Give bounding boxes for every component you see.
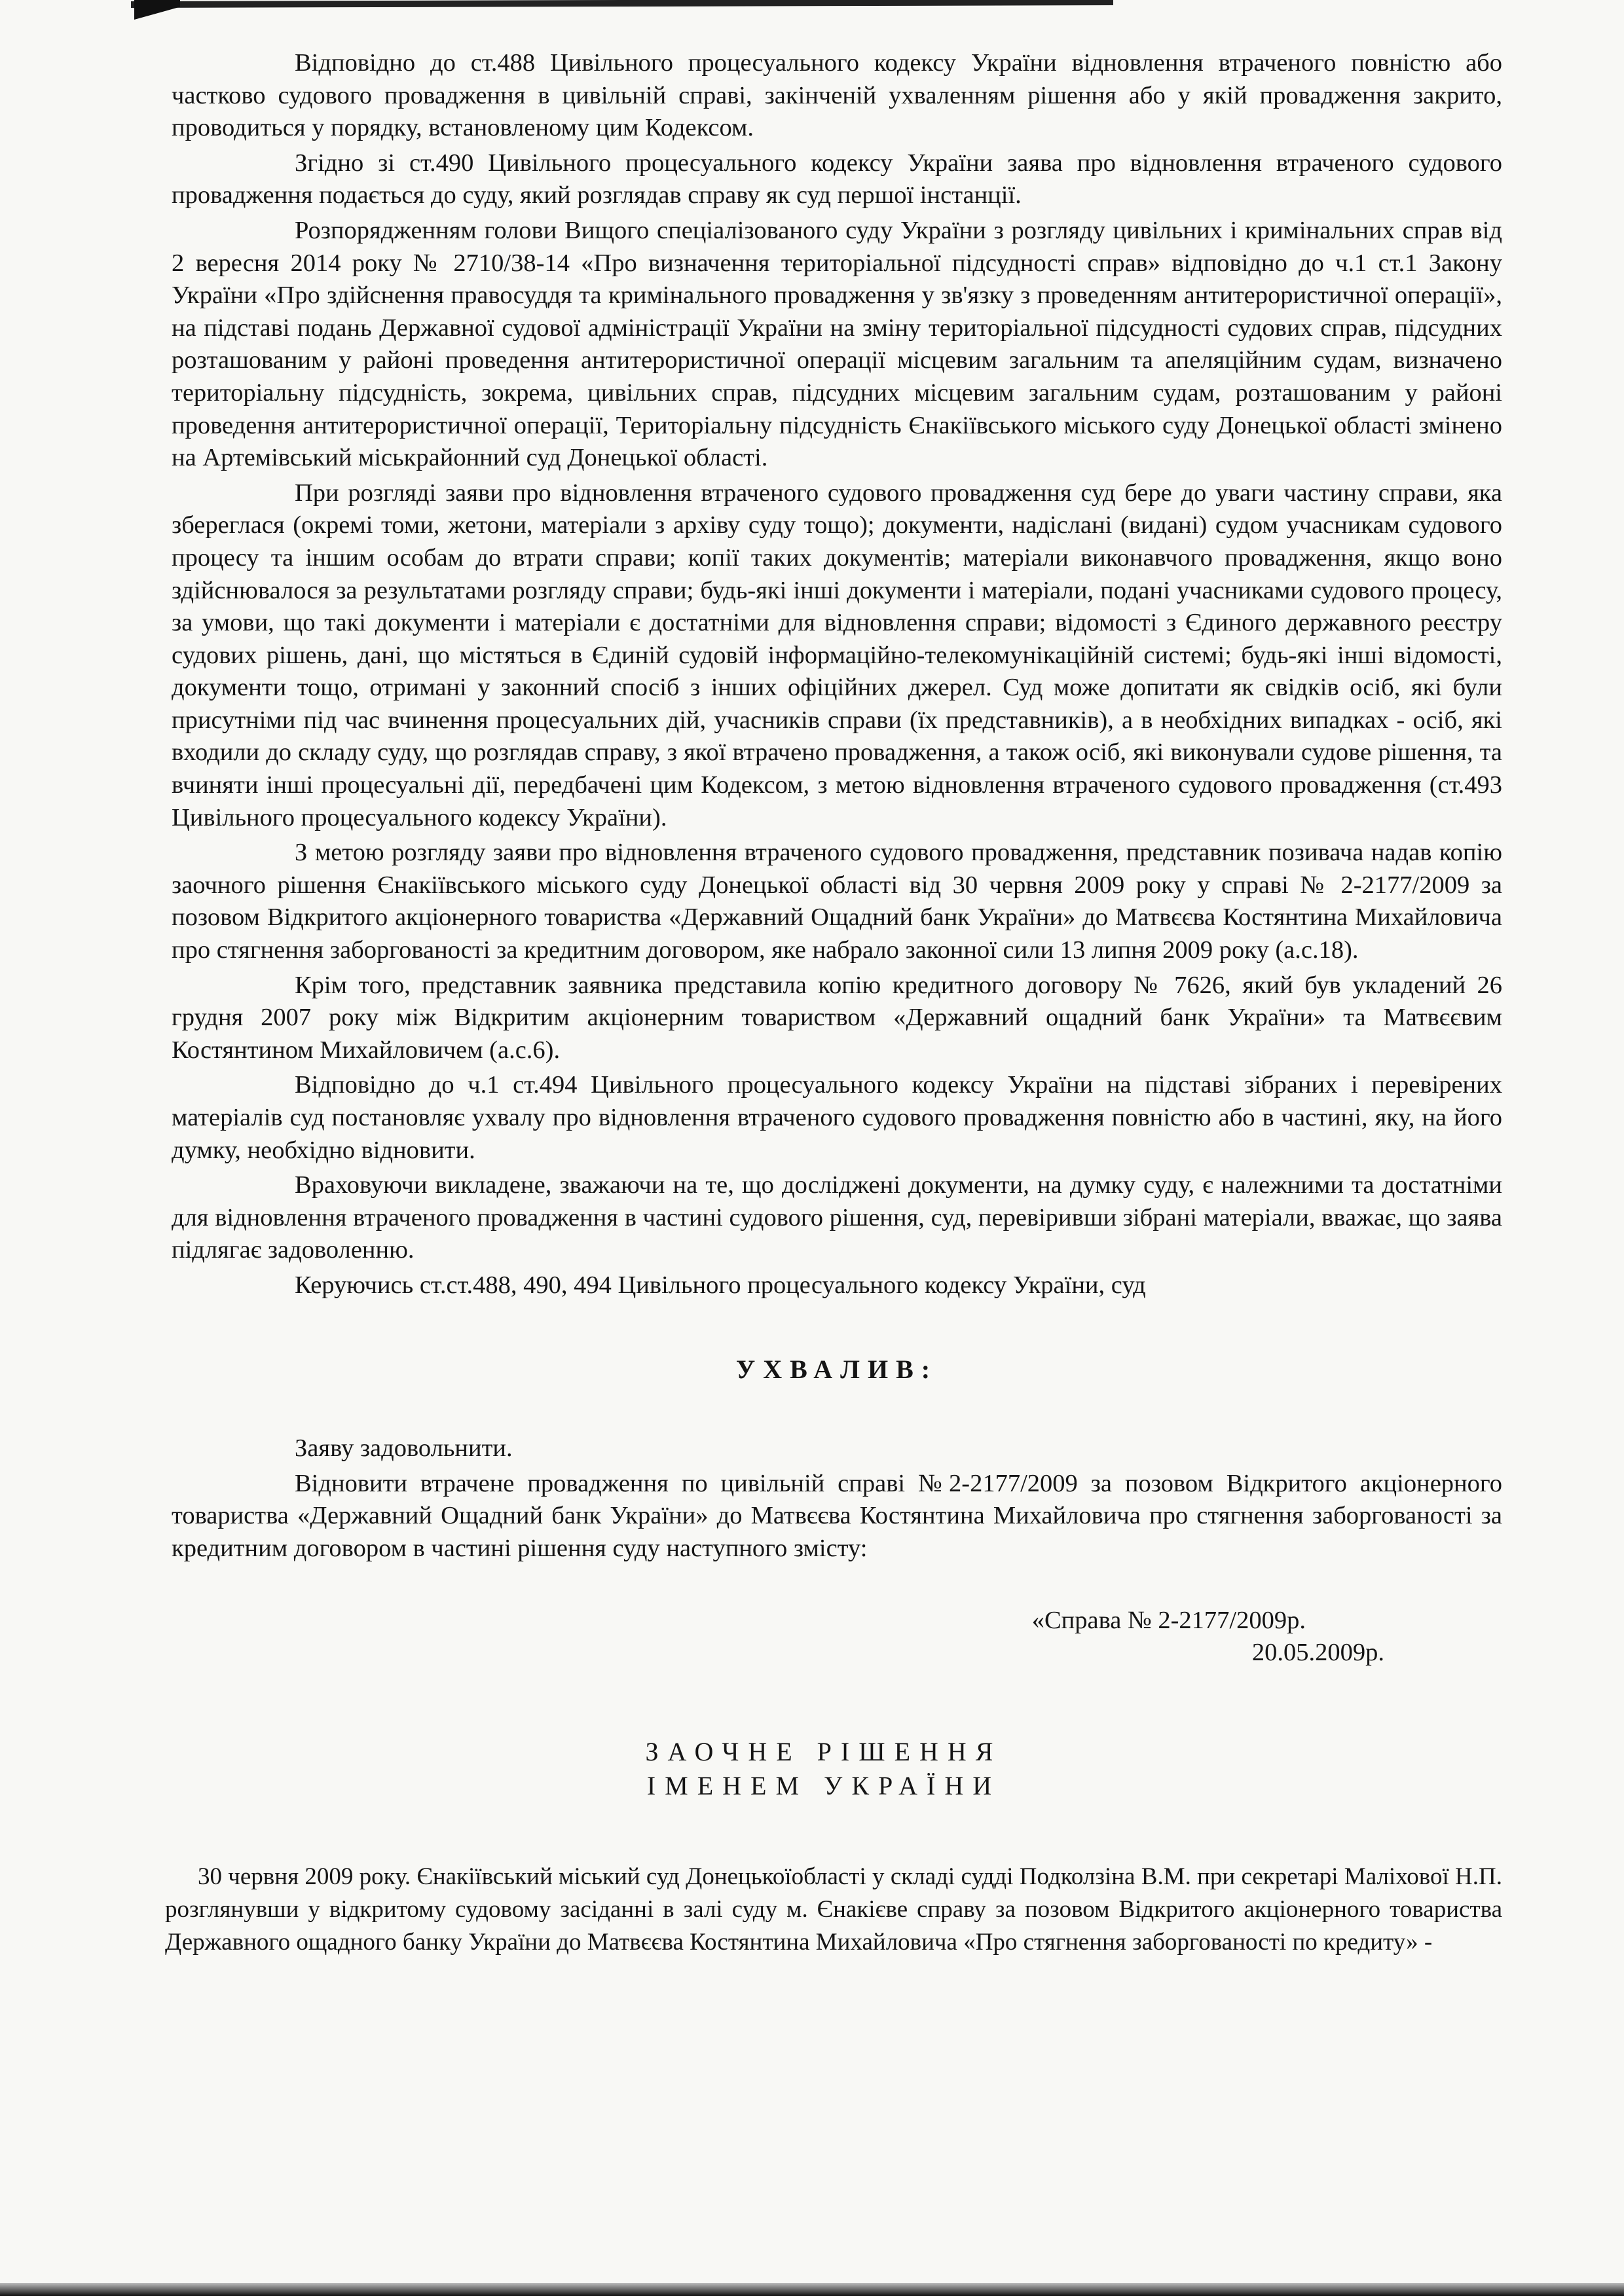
paragraph-plaintiff-submission: З метою розгляду заяви про відновлення втраченого судового провадження, представник позивача надав копію заочного рішення Єнакіївського міського суду Донецької області від 30 червня 2009 року у справі № 2-2177/2009 за позовом Відкритого акціонерного товариства «Державний Ощадний банк України» до Матвєєва Костянтина Михайловича про стягнення заборгованості за кредитним договором, яке набрало законної сили 13 липня 2009 року (а.с.18). [172,839,1502,964]
paragraph-art-488: Відповідно до ст.488 Цивільного процесуального кодексу України відновлення втраченого повністю або частково судового провадження в цивільній справі, закінченій ухваленням рішення або у якій провадження закрито, проводиться у порядку, встановленому цим Кодексом. [172,49,1502,142]
document-body [165,47,1502,1983]
decision-heading: УХВАЛИВ: [735,1354,938,1384]
case-reference: «Справа № 2-2177/2009р. [1031,1606,1306,1634]
paragraph-jurisdiction-order: Розпорядженням голови Вищого спеціалізованого суду України з розгляду цивільних і кримінальних справ від 2 вересня 2014 року № 2710/38-14 «Про визначення територіальної підсудності справ» відповідно до ч.1 ст.1 Закону України «Про здійснення правосуддя та кримінального провадження у зв'язку з проведенням антитерористичної операції», на підставі подань Державної судової адміністрації України на зміну територіальної підсудності судових справ, підсудних розташованим у районі проведення антитерористичної операції місцевим загальним та апеляційним судам, визначено територіальну підсудність, зокрема, цивільних справ, підсудних місцевим загальним судам, розташованим у районі проведення антитерористичної операції, Територіальну підсудність Єнакіївського міського суду Донецької області змінено на Артемівський міськрайонний суд Донецької області. [172,216,1502,472]
decision-block [172,1432,1502,1565]
case-date: 20.05.2009р. [1251,1639,1384,1667]
paragraph-credit-agreement: Крім того, представник заявника представила копію кредитного договору № 7626, який був укладений 26 грудня 2007 року між Відкритим акціонерним товариством «Державний ощадний банк України» та Матвєєвим Костянтином Михайловичем (а.с.6). [172,971,1502,1064]
paragraph-art-490: Згідно зі ст.490 Цивільного процесуального кодексу України заява про відновлення втраченого судового провадження подається до суду, який розглядав справу як суд першої інстанції. [172,149,1502,210]
judgment-title-line-1: ЗАОЧНЕ РІШЕННЯ [645,1736,1003,1766]
scan-edge-top [131,0,1113,8]
decision-satisfy: Заяву задовольнити. [295,1434,513,1463]
paragraph-art-494: Відповідно до ч.1 ст.494 Цивільного процесуального кодексу України на підставі зібраних і перевірених матеріалів суд постановляє ухвалу про відновлення втраченого судового провадження повністю або в частині, яку, на його думку, необхідно відновити. [172,1071,1502,1164]
judgment-title [145,1735,1502,1803]
scan-edge-bottom [0,2283,1624,2296]
paragraph-evidence-consideration: При розгляді заяви про відновлення втраченого судового провадження суд бере до уваги частину справи, яка збереглася (окремі томи, жетони, матеріали з архіву суду тощо); документи, надіслані (видані) судом учасникам судового процесу та іншим особам до втрати справи; копії таких документів; матеріали виконавчого провадження, якщо воно здійснювалося за результатами розгляду справи; будь-які інші документи і матеріали, подані учасниками судового процесу, за умови, що такі документи і матеріали є достатніми для відновлення справи; відомості з Єдиного державного реєстру судових рішень, дані, що містяться в Єдиній судовій інформаційно-телекомунікаційній системі; будь-які інші відомості, документи тощо, отримані у законний спосіб з інших офіційних джерел. Суд може допитати як свідків осіб, які були присутніми під час вчинення процесуальних дій, учасників справи (їх представників), а в необхідних випадках - осіб, які входили до складу суду, що розглядав справу, з якої втрачено провадження, а також осіб, які виконували судове рішення, та вчиняти інші процесуальні дії, передбачені цим Кодексом, з метою відновлення втраченого судового провадження (ст.493 Цивільного процесуального кодексу України). [172,479,1502,831]
decision-restore: Відновити втрачене провадження по цивільній справі №2-2177/2009 за позовом Відкритого акціонерного товариства «Державний Ощадний банк України» до Матвєєва Костянтина Михайловича про стягнення заборгованості за кредитним договором в частині рішення суду наступного змісту: [172,1469,1502,1562]
judgment-intro: 30 червня 2009 року. Єнакіївський міський суд Донецькоїобласті у складі судді Подколзіна В.М. при секретарі Маліхової Н.П. розглянувши у відкритому судовому засіданні в залі суду м. Єнакієве справу за позовом Відкритого акціонерного товариства Державного ощадного банку України до Матвєєва Костянтина Михайловича «Про стягнення заборгованості по кредиту» - [165,1863,1502,1956]
judgment-title-line-2: ІМЕНЕМ УКРАЇНИ [646,1770,1001,1800]
scan-corner-mark [134,0,180,20]
paragraph-conclusion: Враховуючи викладене, зважаючи на те, що досліджені документи, на думку суду, є належними та достатніми для відновлення втраченого провадження в частині судового рішення, суд, перевіривши зібрані матеріали, вважає, що заява підлягає задоволенню. [172,1171,1502,1264]
paragraph-guided-by: Керуючись ст.ст.488, 490, 494 Цивільного процесуального кодексу України, суд [295,1271,1146,1299]
